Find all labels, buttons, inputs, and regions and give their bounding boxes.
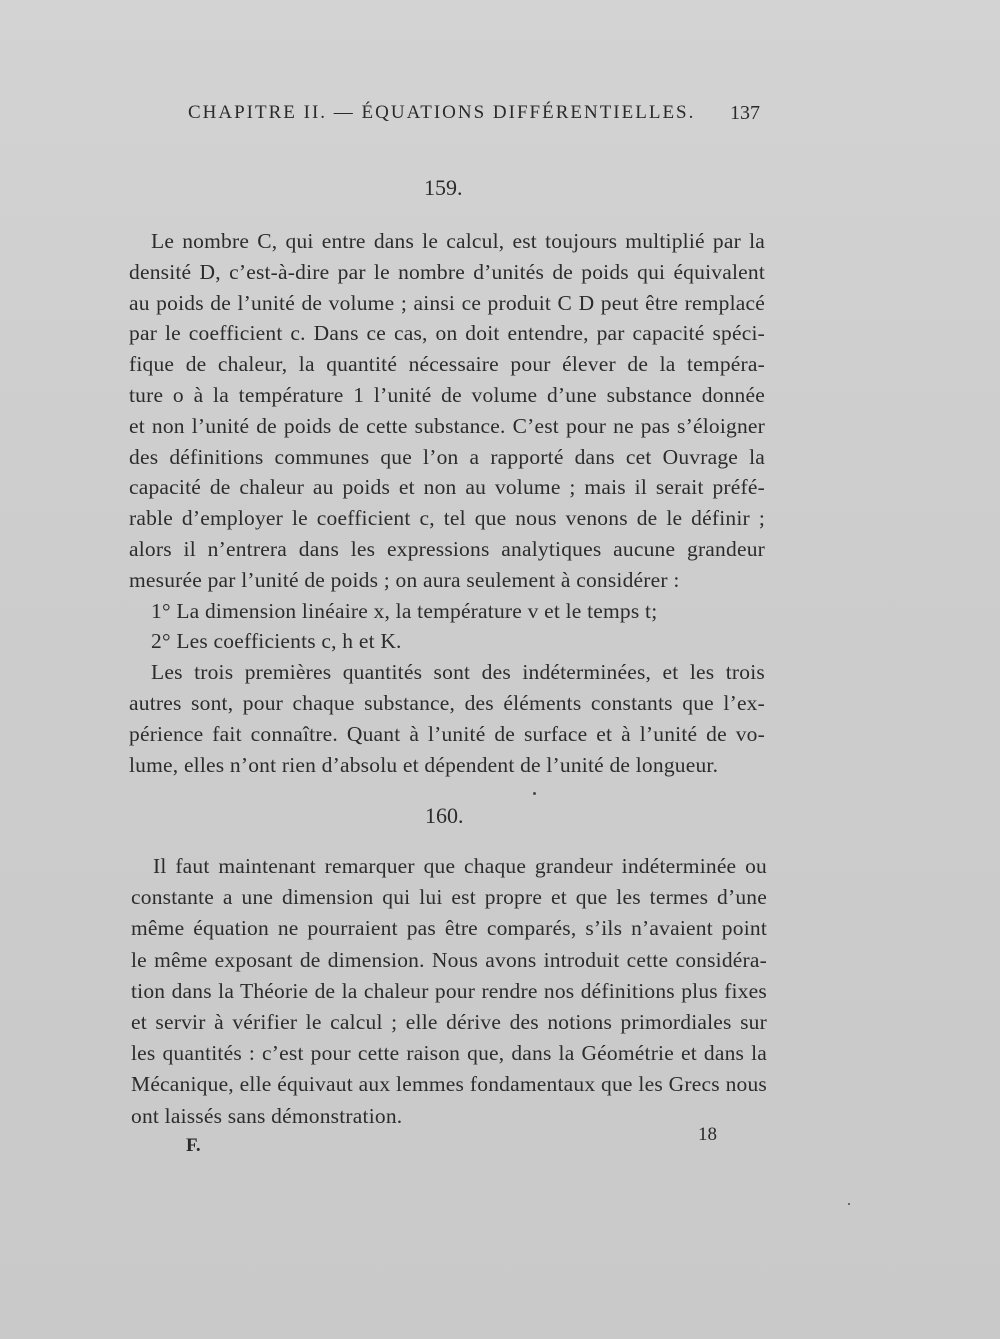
signature-number: 18: [698, 1124, 717, 1145]
list-item: 2° Les coefficients c, h et K.: [151, 629, 402, 654]
text-line: même équation ne pourraient pas être comparés, s’ils n’avaient point: [131, 916, 767, 941]
text-line: autres sont, pour chaque substance, des éléments constants que l’ex-: [129, 690, 765, 715]
text-line: tion dans la Théorie de la chaleur pour rendre nos définitions plus fixes: [131, 978, 767, 1003]
text-line: lume, elles n’ont rien d’absolu et dépendent de l’unité de longueur.: [129, 752, 719, 777]
section-number: 159.: [424, 175, 463, 200]
signature-letter: F.: [186, 1135, 201, 1156]
text-line: fique de chaleur, la quantité nécessaire pour élever de la tempéra-: [129, 352, 765, 377]
text-line: ont laissés sans démonstration.: [131, 1103, 403, 1128]
text-line: et servir à vérifier le calcul ; elle dérive des notions primordiales sur: [131, 1009, 767, 1034]
text-line: densité D, c’est-à-dire par le nombre d’unités de poids qui équivalent: [129, 259, 765, 284]
ink-speck: [533, 792, 536, 795]
text-line: Il faut maintenant remarquer que chaque grandeur indéterminée ou: [153, 854, 767, 878]
list-item: 1° La dimension linéaire x, la température v et le temps t;: [151, 598, 658, 623]
section-number: 160.: [425, 803, 464, 828]
text-line: alors il n’entrera dans les expressions analytiques aucune grandeur: [129, 536, 765, 561]
text-line: capacité de chaleur au poids et non au volume ; mais il serait préfé-: [129, 475, 765, 500]
text-line: au poids de l’unité de volume ; ainsi ce produit C D peut être remplacé: [129, 290, 765, 315]
text-line: et non l’unité de poids de cette substance. C’est pour ne pas s’éloigner: [129, 413, 765, 438]
text-line: Le nombre C, qui entre dans le calcul, est toujours multiplié par la: [151, 229, 765, 253]
text-line: par le coefficient c. Dans ce cas, on doit entendre, par capacité spéci-: [129, 321, 765, 346]
text-line: Mécanique, elle équivaut aux lemmes fondamentaux que les Grecs nous: [131, 1072, 767, 1097]
ink-speck: [848, 1203, 850, 1205]
text-line: des définitions communes que l’on a rapporté dans cet Ouvrage la: [129, 444, 765, 469]
text-line: les quantités : c’est pour cette raison que, dans la Géométrie et dans la: [131, 1041, 767, 1066]
text-line: Les trois premières quantités sont des indéterminées, et les trois: [151, 660, 765, 685]
text-line: rable d’employer le coefficient c, tel que nous venons de le définir ;: [129, 506, 765, 531]
text-line: constante a une dimension qui lui est propre et que les termes d’une: [131, 885, 767, 910]
text-line: mesurée par l’unité de poids ; on aura seulement à considérer :: [129, 567, 680, 592]
text-line: périence fait connaître. Quant à l’unité de surface et à l’unité de vo-: [129, 721, 765, 746]
section-body: [129, 226, 765, 780]
text-line: ture o à la température 1 l’unité de volume d’une substance donnée: [129, 382, 765, 407]
page-number: 137: [730, 102, 760, 124]
section-body: [131, 851, 767, 1132]
text-line: le même exposant de dimension. Nous avons introduit cette considéra-: [131, 947, 767, 972]
running-title: CHAPITRE II. — ÉQUATIONS DIFFÉRENTIELLES.: [188, 102, 696, 123]
